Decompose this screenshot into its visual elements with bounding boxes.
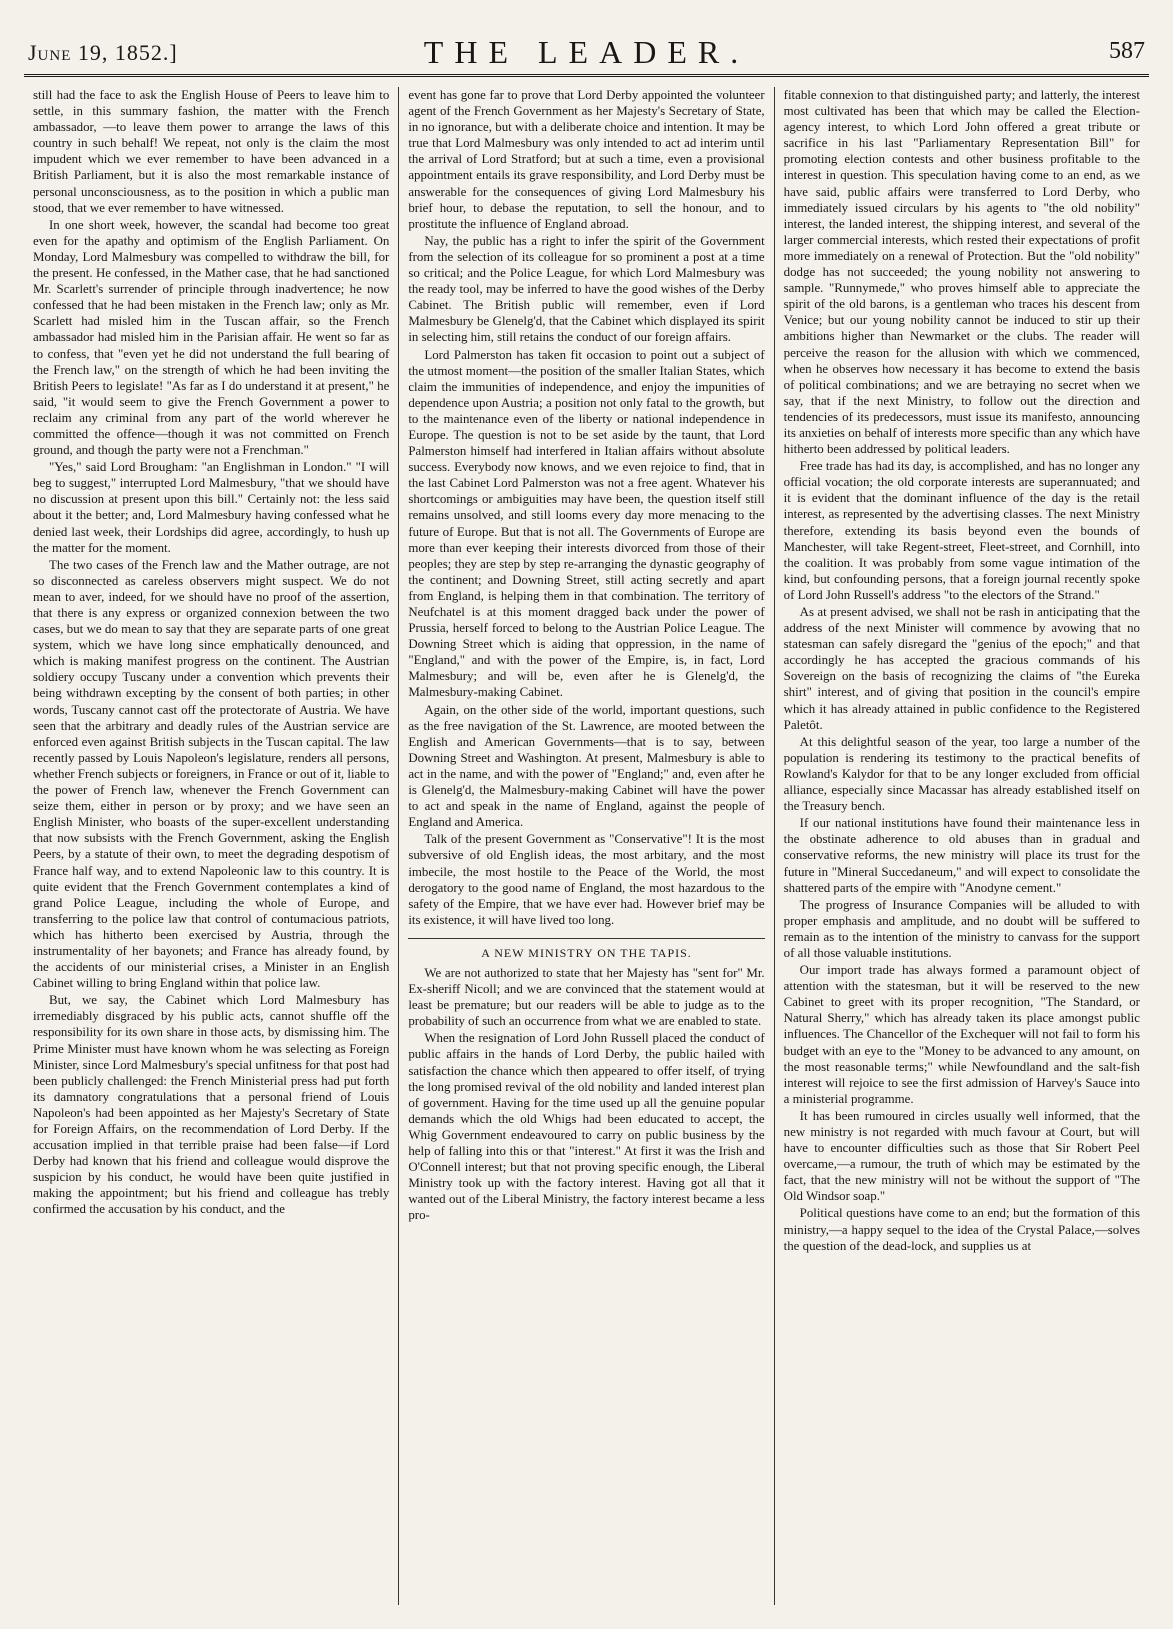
paragraph: We are not authorized to state that her Majesty has "sent for" Mr. Ex-sheriff Nicoll; and we are convinced that the statement would at least be premature; but our readers will be able to judge as to the probability of such an occurrence from what we are enabled to state. bbox=[408, 965, 765, 1029]
paragraph: Nay, the public has a right to infer the spirit of the Government from the selection of its colleague for so prominent a post at a time so critical; and the Police League, for which Lord Malmesbury was the ready tool, may be inferred to have the good wishes of the Derby Cabinet. The British public will remember, even if Lord Malmesbury be Glenelg'd, that the Cabinet which displayed its spirit in selecting him, still retains the conduct of our foreign affairs. bbox=[408, 233, 765, 345]
column-2 bbox=[398, 87, 773, 1605]
paragraph: Political questions have come to an end; but the formation of this ministry,—a happy sequel to the idea of the Crystal Palace,—solves the question of the dead-lock, and supplies us at bbox=[783, 1206, 1140, 1253]
paragraph: "Yes," said Lord Brougham: "an Englishman in London." "I will beg to suggest," interrupted Lord Malmesbury, "that we should have no discussion at present upon this bill." Certainly not: the less said about it the better; and, Lord Malmesbury having confessed what he denied last week, their Lordships did agree, accordingly, to hush up the matter for the moment. bbox=[33, 460, 390, 555]
paragraph: When the resignation of Lord John Russell placed the conduct of public affairs in the hands of Lord Derby, the public hailed with satisfaction the chance which then appeared to offer itself, of trying the long promised revival of the old nobility and landed interest plan of government. Having for the time used up all the genuine popular demands which the old Whigs had been educated to accept, the Whig Government endeavoured to carry on public business by the help of falling into this or that "interest." At first it was the Irish and O'Connell interest; but that not proving specific enough, the Liberal Ministry took up with the factory interest. Having got all that it wanted out of the Liberal Ministry, the factory interest became a less pro- bbox=[408, 1031, 765, 1223]
paragraph: Free trade has had its day, is accomplished, and has no longer any official vocation; the old corporate interests are superannuated; and it is evident that the dominant influence of the day is the retail interest, as represented by the advertising classes. The next Ministry therefore, extending its basis beyond even the bounds of Manchester, will take Regent-street, Fleet-street, and Cornhill, into the coalition. It was probably from some vague intimation of the kind, but confounding persons, that a foreign journal recently spoke of Lord John Russell's address "to the electors of the Strand." bbox=[783, 459, 1140, 602]
paragraph: fitable connexion to that distinguished party; and latterly, the interest most cultivated has been that which may be called the Election-agency interest, to which Lord John offered a great tribute or sacrifice in his last "Parliamentary Representation Bill" for promoting election contests and other business profitable to the interest in question. This speculation having come to an end, as we have said, public affairs were transferred to Lord Derby, who immediately issued circulars by his agents to "the old nobility" interest, the landed interest, the shipping interest, and several of the larger commercial interests, which rested their expectations of profit more immediately on a renewal of Protection. But the "old nobility" dodge has not succeeded; the young nobility not answering to sample. "Runnymede," who proves himself able to appreciate the spirit of the old barons, is a gentleman who traces his descent from Venice; but our young nobility cannot be induced to stir up their ambitions higher than Newmarket or the clubs. The reader will perceive the reason for the allusion with which we commenced, when he observes how necessary it has become to extend the basis of political combinations; and we are betraying no secret when we say, that if the next Ministry, to follow out the direction and tendencies of its predecessors, must issue its manifesto, announcing its anxieties on behalf of interests more specific than any which have hitherto been addressed by political leaders. bbox=[783, 88, 1140, 457]
paragraph: Our import trade has always formed a paramount object of attention with the statesman, but it will be reserved to the new Cabinet to greet with its proper recognition, "The Standard, or Natural Sherry," which has already taken its place amongst public influences. The Chancellor of the Exchequer will not fail to form his budget with an eye to the "Money to be advanced to any amount, on the most reasonable terms;" while Newfoundland and the salt-fish interest will rejoice to see the first admission of Harvey's Sauce into a ministerial programme. bbox=[783, 963, 1140, 1106]
paragraph: At this delightful season of the year, too large a number of the population is rendering its testimony to the practical benefits of Rowland's Kalydor for that to be any longer excluded from official alliance, especially since Macassar has already established itself on the Treasury bench. bbox=[783, 734, 1140, 814]
paragraph: As at present advised, we shall not be rash in anticipating that the address of the next Minister will commence by avowing that no statesman can safely disregard the "genius of the epoch;" and that accordingly he has accepted the gracious commands of his Sovereign on the basis of recognizing the claims of "the Eureka shirt" interest, and of giving that position in the council's empire which it has already attained in public confidence to the Registered Paletôt. bbox=[783, 605, 1140, 732]
page-number: 587 bbox=[1109, 38, 1145, 64]
masthead bbox=[24, 30, 1149, 77]
paragraph: The progress of Insurance Companies will be alluded to with proper emphasis and amplitude, and no doubt will be suffered to remain as to the intention of the ministry to canvass for the support of all those valuable institutions. bbox=[783, 897, 1140, 960]
paragraph: The two cases of the French law and the Mather outrage, are not so disconnected as careless observers might suspect. We do not mean to aver, indeed, for we should have no proof of the assertion, that there is any express or organized connexion between the two cases, but we do mean to say that they are separate parts of one great system, which we have long since emphatically denounced, and which is making manifest progress on the continent. The Austrian soldiery occupy Tuscany under a convention which prevents their being withdrawn excepting by the consent of both parties; in other words, Tuscany cannot cast off the protectorate of Austria. We have seen that the arbitrary and deadly rules of the Austrian service are enforced even against British subjects in the Tuscan capital. The law recently passed by Louis Napoleon's legislature, renders all persons, whether French subjects or foreigners, in France or out of it, liable to the power of French law, whenever the French Government can seize them, either in person or by proxy; and we have seen an English Minister, who boasts of the super-excellent understanding that now subsists with the French Government, asking the English Peers, by a statute of their own, to meet the degrading despotism of France half way, and to extend Napoleonic law to this country. It is quite evident that the French Government contemplates a kind of grand Police League, including the whole of Europe, and transferring to the police law that control of contumacious patriots, which has hitherto been exercised by Austria, through the instrumentality of her bayonets; and France has already found, by the accidents of our ministerial crises, a Minister in an English Cabinet willing to bring England within that police law. bbox=[33, 557, 390, 991]
paragraph: Talk of the present Government as "Conservative"! It is the most subversive of old English ideas, the most arbitary, and the most imbecile, the most hostile to the Peace of the World, the most derogatory to the good name of England, the most hazardous to the safety of the Empire, that we have ever had. However brief may be its existence, it will have lived too long. bbox=[408, 832, 765, 927]
column-1 bbox=[24, 87, 398, 1605]
paragraph: event has gone far to prove that Lord Derby appointed the volunteer agent of the French Government as her Majesty's Secretary of State, in no ignorance, but with a deliberate choice and intention. It may be true that Lord Malmesbury was only intended to act ad interim until the arrival of Lord Stratford; but at such a time, even a provisional appointment entails its grave responsibility, and Lord Derby must be answerable for the consequences of giving Lord Malmesbury his brief hour, to debase the reputation, to sell the honour, and to prostitute the influence of England abroad. bbox=[408, 88, 765, 231]
section-heading: A NEW MINISTRY ON THE TAPIS. bbox=[408, 938, 764, 961]
issue-date: June 19, 1852.] bbox=[28, 40, 178, 65]
paragraph: In one short week, however, the scandal had become too great even for the apathy and optimism of the English Parliament. On Monday, Lord Malmesbury was compelled to withdraw the bill, for the present. He confessed, in the Mather case, that he had sanctioned Mr. Scarlett's surrender of principle through inadvertence; he now confessed that he had been mistaken in the French law; only as Mr. Scarlett had misled him in the Tuscan affair, so the French ambassador had misled him in the Parisian affair. He went so far as to confess, that "even yet he did not understand the full bearing of the French law," on the strength of which he had been inviting the British Peers to legislate! "As far as I do understand it at present," he said, "it would seem to give the French Government a power to reclaim any criminal from any part of the world wherever he committed the offence—though it was not committed on French ground, and though the party were not a Frenchman." bbox=[33, 217, 390, 458]
paragraph: Lord Palmerston has taken fit occasion to point out a subject of the utmost moment—the position of the smaller Italian States, which claim the immunities of independence, and enjoy the impunities of dependence upon Austria; a position not only fatal to the growth, but to the maintenance even of the liberty or national independence in Europe. The question is not to be set aside by the taunt, that Lord Palmerston himself had interfered in Italian affairs without absolute success. Everybody now knows, and we even rejoice to find, that in the last Cabinet Lord Palmerston was not a free agent. Whatever his shortcomings or ambiguities may have been, the question itself still remains unsolved, and still looms every day more menacing to the future of Europe. But that is not all. The Governments of Europe are more than ever keeping their interests divorced from those of their peoples; they are step by step re-arranging the dynastic geography of the continent; and Downing Street, still acting secretly and apart from England, is helping them in that combination. The territory of Neufchatel is at this moment dragged back under the power of Prussia, herself forced to belong to the Austrian Police League. The Downing Street which is aiding that oppression, in the name of "England," and with the power of the Empire, is, in fact, Lord Malmesbury; and will be, even after he is Glenelg'd, the Malmesbury-making Cabinet. bbox=[408, 347, 765, 700]
paragraph: It has been rumoured in circles usually well informed, that the new ministry is not regarded with much favour at Court, but will have to encounter difficulties such as those that Sir Robert Peel overcame,—a rumour, the truth of which may be estimated by the fact, that the new ministry will not be without the support of "The Old Windsor soap." bbox=[783, 1108, 1140, 1204]
text-columns bbox=[24, 87, 1149, 1605]
paragraph: If our national institutions have found their maintenance less in the obstinate adherence to old abuses than in gradual and conservative reforms, the new ministry will place its trust for the future in "Mineral Succedaneum," and will expect to consolidate the shattered parts of the empire with "Anodyne cement." bbox=[783, 816, 1140, 895]
paragraph: But, we say, the Cabinet which Lord Malmesbury has irremediably disgraced by his public acts, cannot shuffle off the responsibility for its own share in those acts, by dismissing him. The Prime Minister must have known whom he was selecting as Foreign Minister, since Lord Malmesbury's special unfitness for that post had been publicly challenged: the French Ministerial press had put forth its damnatory congratulations that a personal friend of Louis Napoleon's had been appointed as her Majesty's Secretary of State for Foreign Affairs, on the recommendation of Lord Derby. If the accusation implied in that terrible praise had been false—if Lord Derby had known that his friend and colleague would disprove the suspicion by his conduct, he would have been quite justified in making the appointment; but his friend and colleague has trebly confirmed the accusation by his conduct, and the bbox=[33, 993, 390, 1217]
paragraph: still had the face to ask the English House of Peers to leave him to settle, in this summary fashion, the matter with the French ambassador, —to leave them power to arrange the laws of this country in such behalf! We repeat, not only is the claim the most impudent which we ever remember to have been advanced in a British Parliament, but it is also the most remarkable instance of personal unconsciousness, as to the position in which a public man stood, that we ever remember to have witnessed. bbox=[33, 88, 390, 215]
newspaper-title: THE LEADER. bbox=[423, 34, 750, 70]
column-3 bbox=[774, 87, 1149, 1605]
paragraph: Again, on the other side of the world, important questions, such as the free navigation of the St. Lawrence, are mooted between the English and American Governments—that is to say, between Downing Street and Washington. At present, Malmesbury is able to act in the name, and with the power of "England;" and, even after he is Glenelg'd, the Malmesbury-making Cabinet will have the power to act and speak in the name of England, against the people of England and America. bbox=[408, 702, 765, 830]
